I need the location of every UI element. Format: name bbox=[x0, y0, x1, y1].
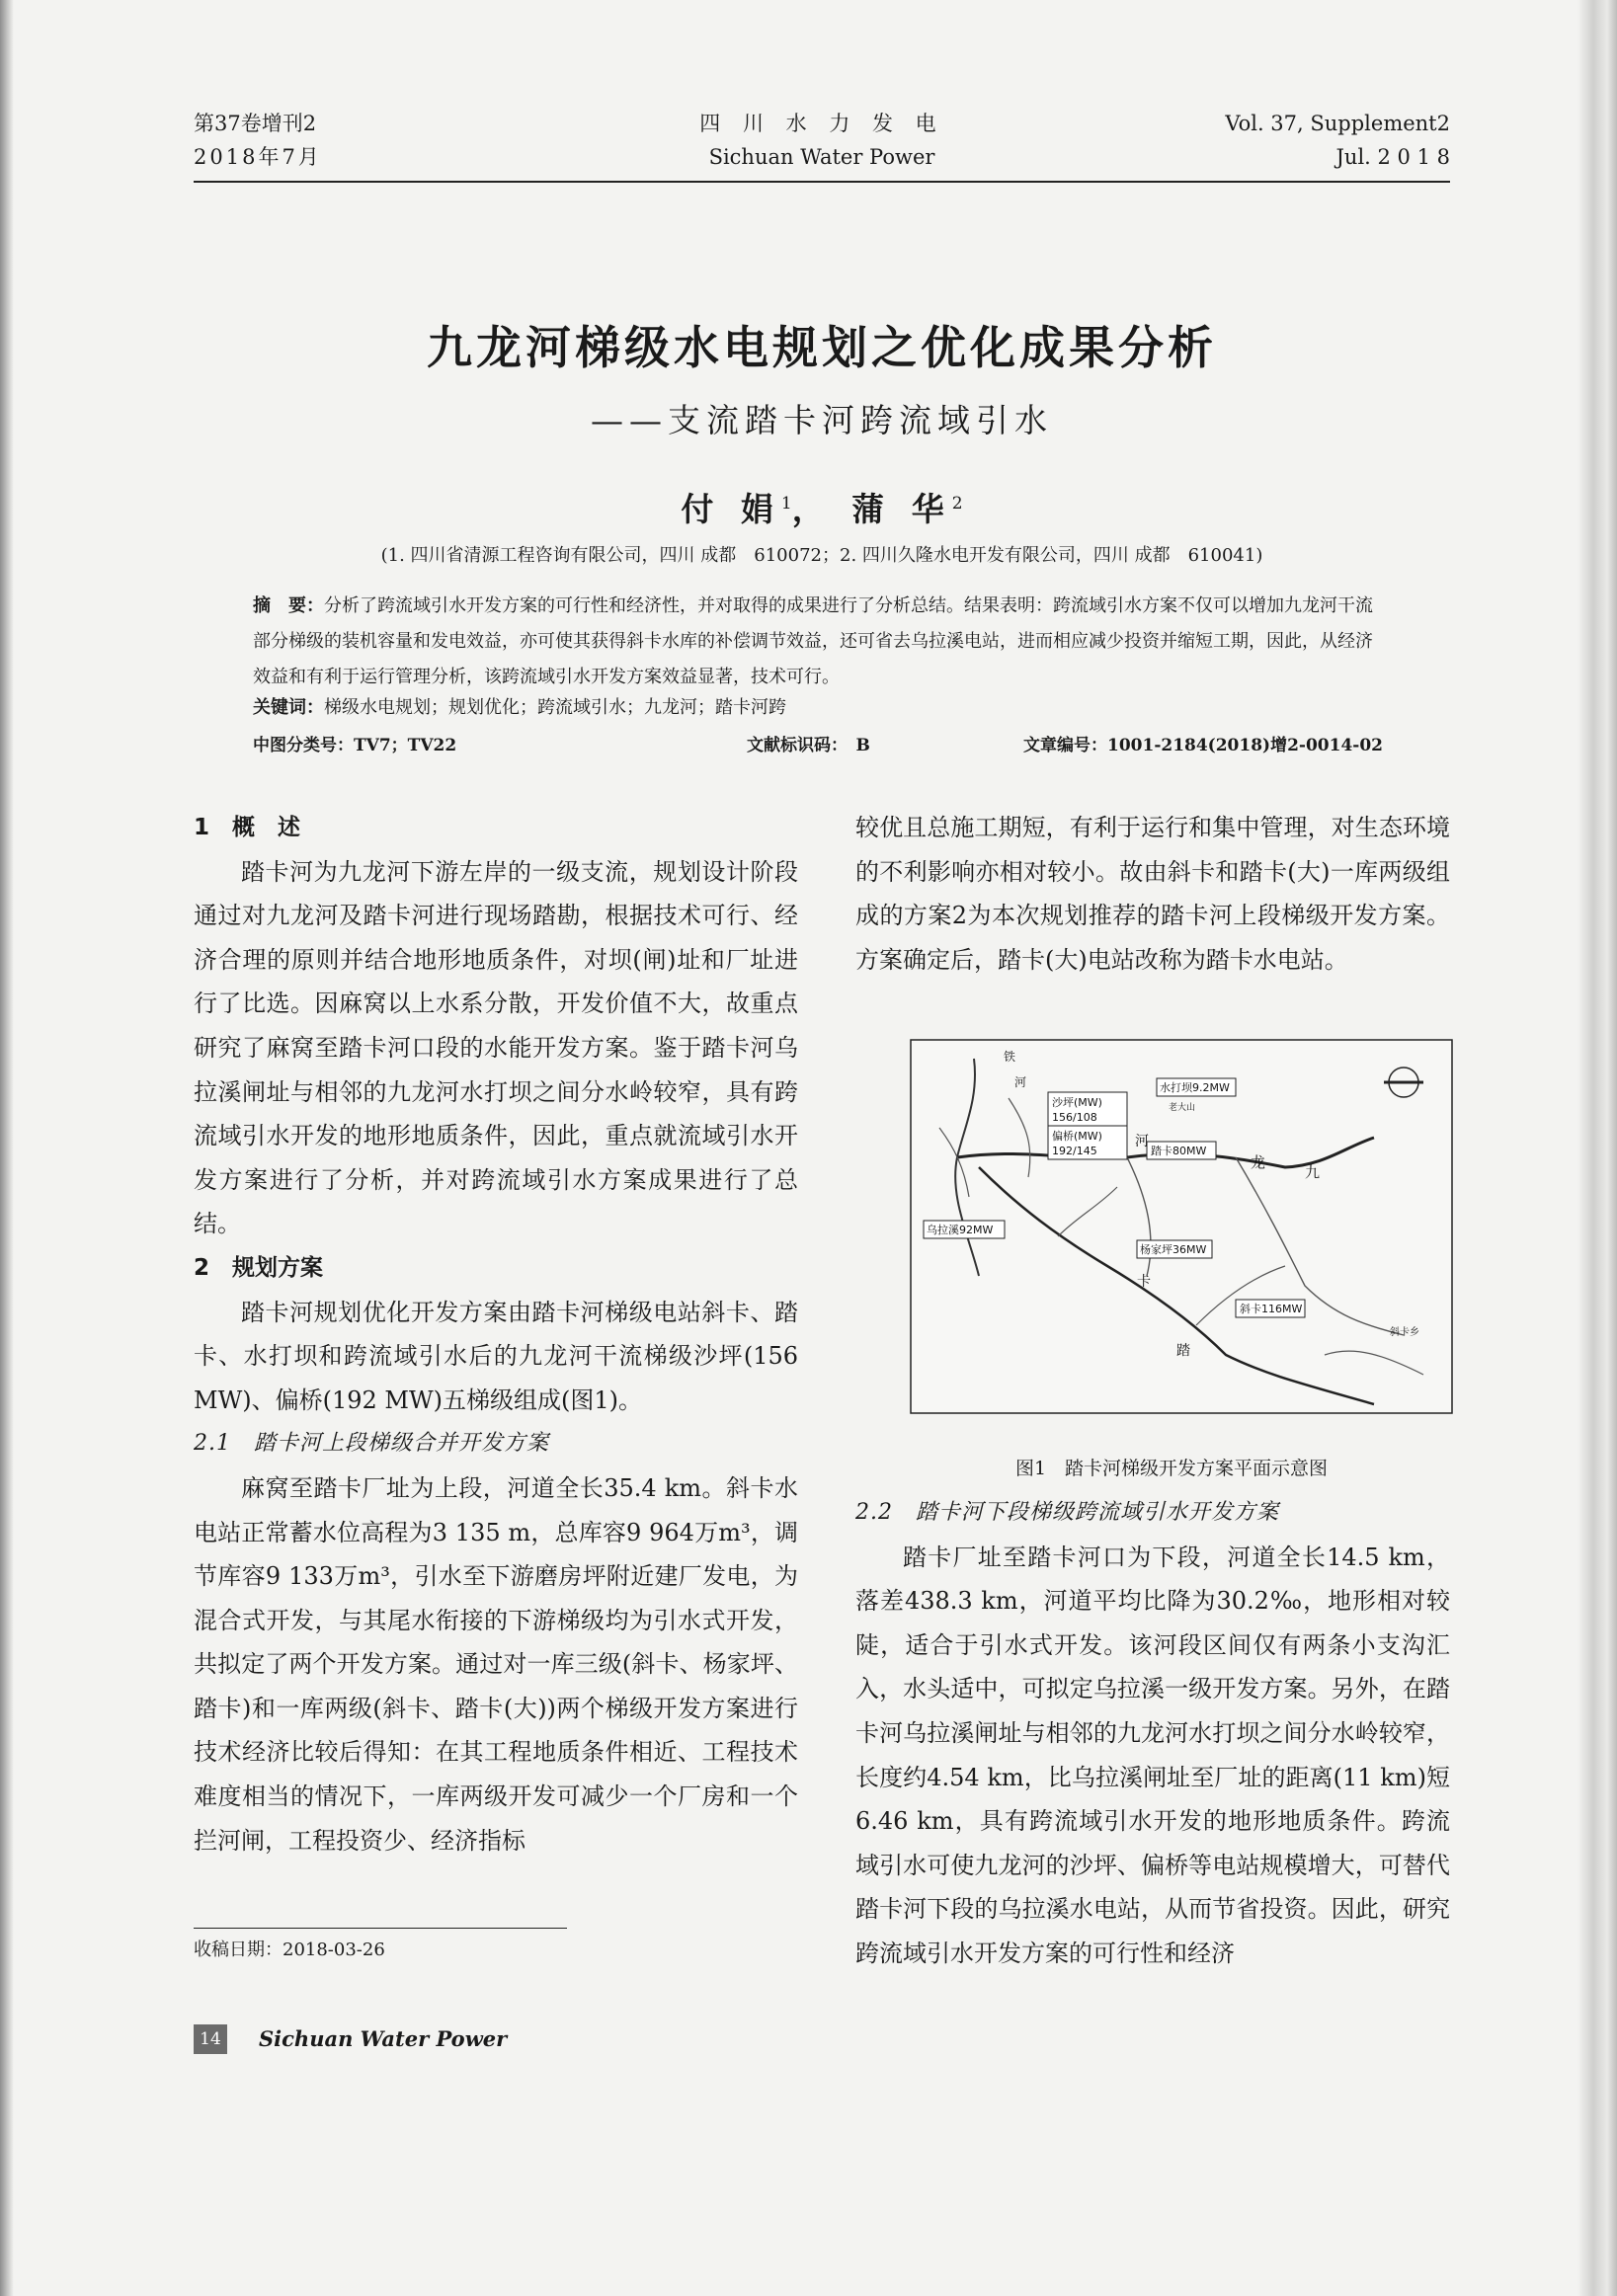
author-1-affil-mark: 1 bbox=[780, 494, 792, 514]
author-1: 付 娟 bbox=[681, 490, 781, 528]
label-ka: 卡 bbox=[1137, 1274, 1151, 1290]
keywords-text: 梯级水电规划；规划优化；跨流域引水；九龙河；踏卡河跨 bbox=[324, 697, 786, 718]
section-heading: 2 规划方案 bbox=[194, 1254, 324, 1281]
label-tie: 铁 bbox=[1004, 1050, 1016, 1064]
figure-1-map bbox=[910, 1039, 1453, 1414]
left-column bbox=[194, 806, 798, 1862]
section-heading: 1 概 述 bbox=[194, 815, 301, 840]
label-taka: 踏卡80MW bbox=[1151, 1145, 1207, 1157]
label-shaping: 沙坪(MW) bbox=[1052, 1096, 1102, 1109]
page-number: 14 bbox=[194, 2024, 227, 2054]
received-date: 收稿日期：2018-03-26 bbox=[194, 1940, 385, 1960]
body-paragraph: 踏卡厂址至踏卡河口为下段，河道全长14.5 km，落差438.3 km，河道平均比降为30.2‰，地形相对较陡，适合于引水式开发。该河段区间仅有两条小支沟汇入，水头适中，可拟定乌拉溪一级开发方案。另外，在踏卡河乌拉溪闸址与相邻的九龙河水打坝之间分水岭较窄，长度约4.54 km，比乌拉溪闸址至厂址的距离(11 km)短6.46 km，具有跨流域引水开发的地形地质条件。跨流域引水可使九龙河的沙坪、偏桥等电站规模增大，可替代踏卡河下段的乌拉溪水电站，从而节省投资。因此，研究跨流域引水开发方案的可行性和经济 bbox=[855, 1543, 1450, 1967]
keywords-label: 关键词： bbox=[253, 697, 324, 718]
label-pianqiao: 偏桥(MW) bbox=[1052, 1130, 1102, 1143]
label-shuidaba: 水打坝9.2MW bbox=[1160, 1081, 1230, 1094]
subsection-heading: 2.1 踏卡河上段梯级合并开发方案 bbox=[194, 1431, 549, 1457]
label-pianqiao-value: 192/145 bbox=[1052, 1145, 1097, 1157]
authors bbox=[194, 484, 1450, 530]
label-xiekaxiang: 斜卡乡 bbox=[1390, 1327, 1419, 1338]
paper-subtitle: ——支流踏卡河跨流域引水 bbox=[591, 401, 1053, 439]
body-paragraph: 较优且总施工期短，有利于运行和集中管理，对生态环境的不利影响亦相对较小。故由斜卡和踏卡(大)一库两级组成的方案2为本次规划推荐的踏卡河上段梯级开发方案。方案确定后，踏卡(大)电站改称为踏卡水电站。 bbox=[855, 814, 1450, 974]
body-paragraph: 麻窝至踏卡厂址为上段，河道全长35.4 km。斜卡水电站正常蓄水位高程为3 135 m，总库容9 964万m³，调节库容9 133万m³，引水至下游磨房坪附近建厂发电，为混合式开发，与其尾水衔接的下游梯级均为引水式开发，共拟定了两个开发方案。通过对一库三级(斜卡、杨家坪、踏卡)和一库两级(斜卡、踏卡(大))两个梯级开发方案进行技术经济比较后得知：在其工程地质条件相近、工程技术难度相当的情况下，一库两级开发可减少一个厂房和一个拦河闸，工程投资少、经济指标 bbox=[194, 1473, 798, 1855]
date-en: Jul. 2 0 1 8 bbox=[1335, 145, 1450, 169]
label-river: 河 bbox=[1135, 1134, 1149, 1149]
author-2: 蒲 华 bbox=[851, 490, 952, 528]
volume-en: Vol. 37, Supplement2 bbox=[1225, 112, 1450, 135]
article-number: 文章编号：1001-2184(2018)增2-0014-02 bbox=[1023, 736, 1383, 755]
label-he: 河 bbox=[1014, 1075, 1027, 1089]
subsection-heading: 2.2 踏卡河下段梯级跨流域引水开发方案 bbox=[855, 1500, 1279, 1525]
label-xieka: 斜卡116MW bbox=[1240, 1303, 1303, 1315]
river-map-svg bbox=[910, 1039, 1453, 1414]
journal-name-cn: 四 川 水 力 发 电 bbox=[699, 112, 944, 135]
journal-name-en: Sichuan Water Power bbox=[708, 145, 935, 169]
label-yangjiaping: 杨家坪36MW bbox=[1140, 1243, 1207, 1256]
abstract bbox=[253, 589, 1389, 695]
label-jiu: 九 bbox=[1305, 1163, 1321, 1181]
header-rule bbox=[194, 181, 1450, 183]
label-shaping-value: 156/108 bbox=[1052, 1111, 1097, 1124]
author-2-affil-mark: 2 bbox=[951, 494, 963, 514]
label-wulaxi: 乌拉溪92MW bbox=[927, 1224, 994, 1236]
label-ta: 踏 bbox=[1176, 1343, 1190, 1359]
footer-journal-name: Sichuan Water Power bbox=[259, 2026, 508, 2051]
page-edge-shadow bbox=[1577, 0, 1617, 2296]
document-code: 文献标识码： B bbox=[747, 736, 870, 755]
body-paragraph: 踏卡河规划优化开发方案由踏卡河梯级电站斜卡、踏卡、水打坝和跨流域引水后的九龙河干流梯级沙坪(156 MW)、偏桥(192 MW)五梯级组成(图1)。 bbox=[194, 1298, 798, 1414]
right-column-bottom bbox=[855, 1491, 1450, 1976]
keywords bbox=[253, 693, 786, 719]
footnote-rule bbox=[194, 1928, 567, 1929]
abstract-text: 分析了跨流域引水开发方案的可行性和经济性，并对取得的成果进行了分析总结。结果表明：跨流域引水方案不仅可以增加九龙河干流部分梯级的装机容量和发电效益，亦可使其获得斜卡水库的补偿调节效益，还可省去乌拉溪电站，进而相应减少投资并缩短工期，因此，从经济效益和有利于运行管理分析，该跨流域引水开发方案效益显著，技术可行。 bbox=[253, 595, 1373, 687]
label-laodashan: 老大山 bbox=[1169, 1103, 1196, 1113]
affiliations: (1. 四川省清源工程咨询有限公司，四川 成都 610072；2. 四川久隆水电开发有限公司，四川 成都 610041) bbox=[380, 545, 1263, 566]
paper-title: 九龙河梯级水电规划之优化成果分析 bbox=[427, 321, 1217, 374]
body-paragraph: 踏卡河为九龙河下游左岸的一级支流，规划设计阶段通过对九龙河及踏卡河进行现场踏勘，根据技术可行、经济合理的原则并结合地形地质条件，对坝(闸)址和厂址进行了比选。因麻窝以上水系分散，开发价值不大，故重点研究了麻窝至踏卡河口段的水能开发方案。鉴于踏卡河乌拉溪闸址与相邻的九龙河水打坝之间分水岭较窄，具有跨流域引水开发的地形地质条件，因此，重点就流域引水开发方案进行了分析，并对跨流域引水方案成果进行了总结。 bbox=[194, 857, 798, 1238]
right-column-top bbox=[855, 806, 1450, 982]
label-long: 龙 bbox=[1251, 1153, 1266, 1171]
volume-cn: 第37卷增刊2 bbox=[194, 112, 317, 135]
clc-number: 中图分类号：TV7；TV22 bbox=[253, 736, 457, 755]
figure-1-caption: 图1 踏卡河梯级开发方案平面示意图 bbox=[1014, 1458, 1329, 1479]
page-spine-shadow bbox=[0, 0, 14, 2296]
date-cn: 2018年7月 bbox=[194, 145, 322, 169]
abstract-label: 摘 要： bbox=[253, 595, 324, 616]
author-separator: ， bbox=[791, 490, 833, 528]
